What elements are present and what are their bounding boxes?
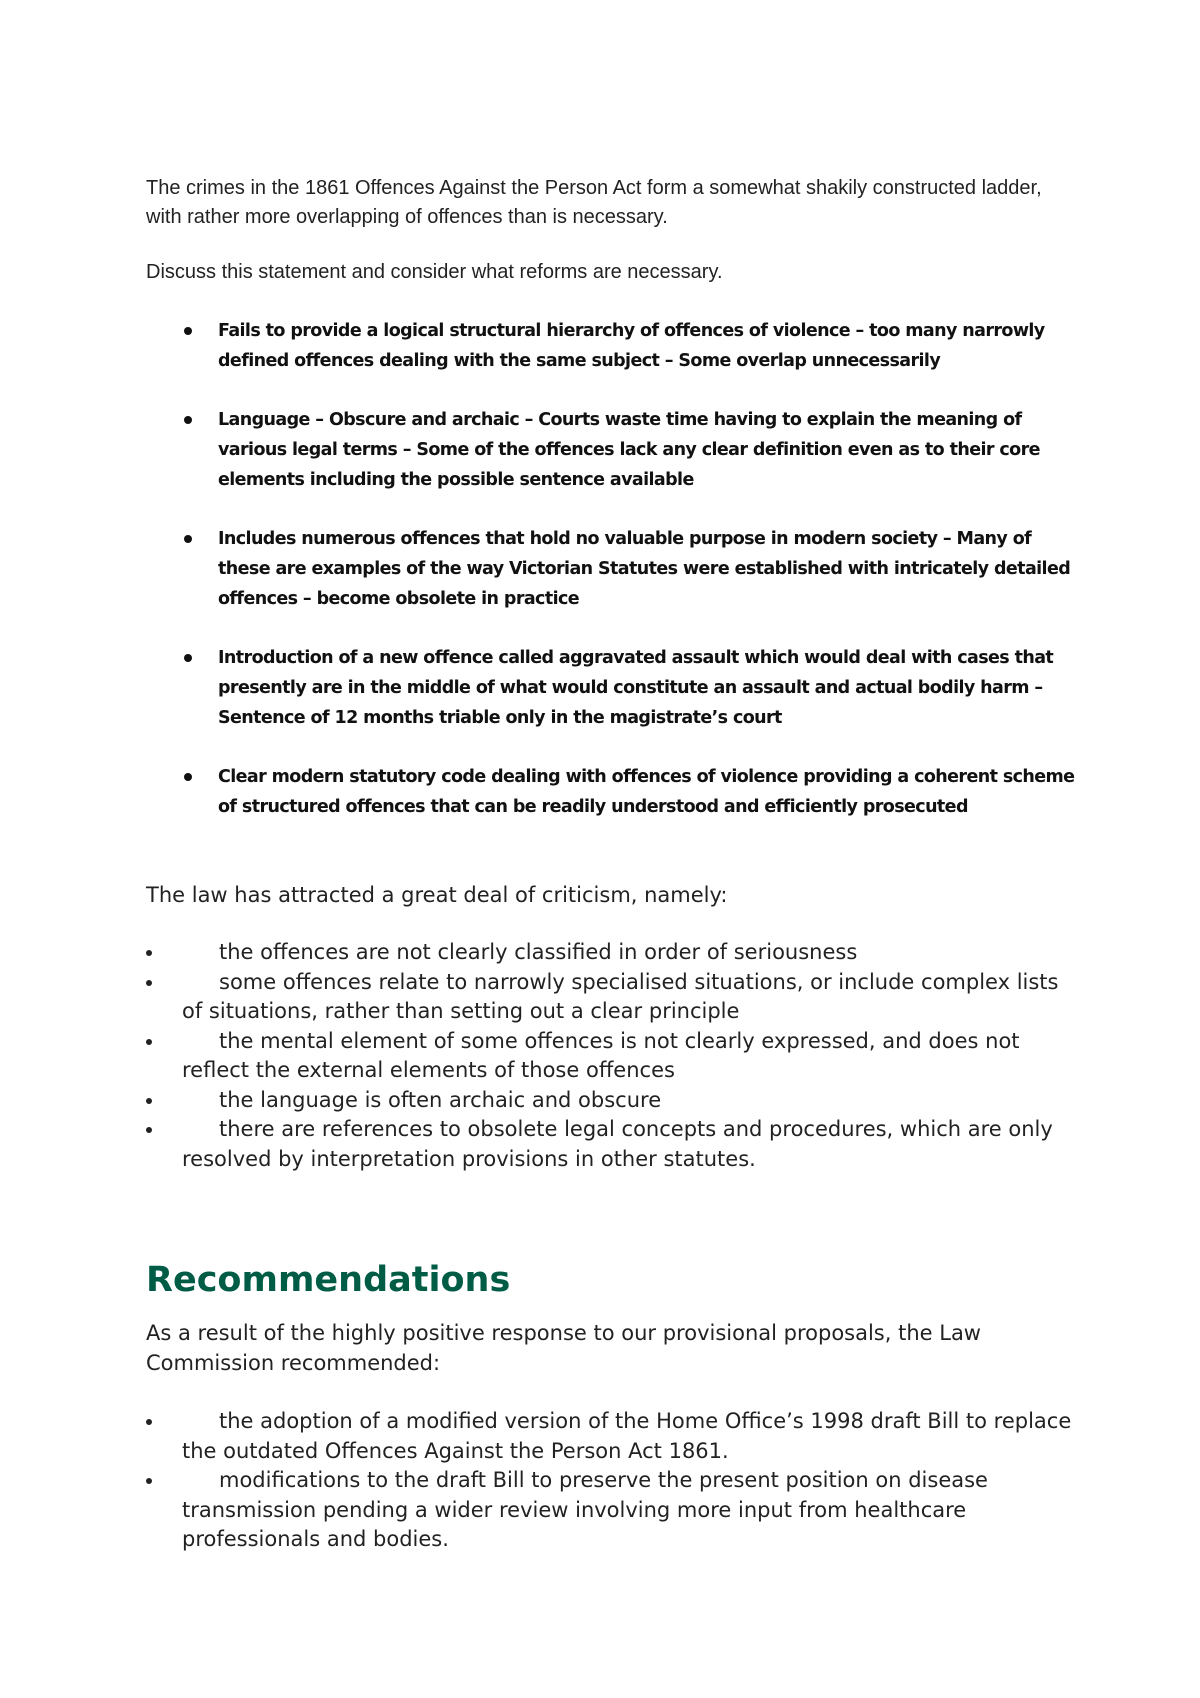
list-item bbox=[146, 405, 1076, 495]
list-item bbox=[146, 938, 1076, 968]
bullet-icon bbox=[146, 1478, 152, 1484]
list-item-text: some offences relate to narrowly specialised situations, or include complex lists of situations, rather than setting out a clear principle bbox=[182, 969, 1059, 1023]
list-item-text: the offences are not clearly classified in order of seriousness bbox=[219, 940, 858, 964]
list-item-text: the mental element of some offences is not clearly expressed, and does not reflect the external elements of those offences bbox=[182, 1028, 1020, 1082]
list-item bbox=[146, 643, 1076, 733]
recommendations-intro: As a result of the highly positive response to our provisional proposals, the Law Commission recommended: bbox=[146, 1321, 981, 1375]
list-item bbox=[146, 1115, 1076, 1174]
bullet-icon bbox=[146, 1039, 152, 1045]
list-item bbox=[146, 762, 1076, 822]
bullet-icon bbox=[184, 535, 192, 543]
list-item-text: there are references to obsolete legal concepts and procedures, which are only resolved by interpretation provisions in other statutes. bbox=[182, 1117, 1053, 1171]
criticism-list bbox=[146, 938, 1076, 1174]
list-item bbox=[146, 1027, 1076, 1086]
list-item-text: the language is often archaic and obscure bbox=[219, 1087, 662, 1112]
list-item-text: Introduction of a new offence called aggravated assault which would deal with cases that presently are in the middle of what would constitute an assault and actual bodily harm – Sentence of 12 months triable only in the magistrate’s court bbox=[218, 648, 1054, 728]
list-item bbox=[146, 524, 1076, 614]
recommendations-list bbox=[146, 1407, 1076, 1555]
bullet-icon bbox=[146, 950, 152, 956]
list-item bbox=[146, 1086, 1076, 1116]
bullet-icon bbox=[184, 773, 192, 781]
bullet-icon bbox=[184, 327, 192, 335]
essay-question: Discuss this statement and consider what reforms are necessary. bbox=[146, 261, 723, 283]
bullet-icon bbox=[184, 654, 192, 662]
bullet-icon bbox=[146, 1127, 152, 1133]
list-item-text: Includes numerous offences that hold no valuable purpose in modern society – Many of these are examples of the way Victorian Statutes were established with intricately detailed offences – become obsolete in practice bbox=[218, 529, 1071, 609]
bullet-icon bbox=[146, 1098, 152, 1104]
bullet-icon bbox=[146, 980, 152, 986]
list-item-text: modifications to the draft Bill to preserve the present position on disease transmission pending a wider review involving more input from healthcare professionals and bodies. bbox=[182, 1468, 988, 1551]
bullet-icon bbox=[184, 416, 192, 424]
criticism-intro: The law has attracted a great deal of criticism, namely: bbox=[146, 883, 728, 907]
list-item bbox=[146, 1466, 1076, 1555]
essay-statement: The crimes in the 1861 Offences Against the Person Act form a somewhat shakily constructed ladder, with rather more overlapping of offences than is necessary. bbox=[146, 177, 1042, 228]
recommendations-heading: Recommendations bbox=[146, 1260, 511, 1300]
key-points-list bbox=[146, 316, 1076, 822]
list-item bbox=[146, 1407, 1076, 1466]
list-item-text: Language – Obscure and archaic – Courts waste time having to explain the meaning of various legal terms – Some of the offences lack any clear definition even as to their core elements including the possible sentence available bbox=[218, 410, 1040, 490]
bullet-icon bbox=[146, 1419, 152, 1425]
list-item-text: Clear modern statutory code dealing with offences of violence providing a coherent scheme of structured offences that can be readily understood and efficiently prosecuted bbox=[218, 767, 1075, 817]
list-item-text: Fails to provide a logical structural hierarchy of offences of violence – too many narrowly defined offences dealing with the same subject – Some overlap unnecessarily bbox=[218, 321, 1045, 371]
list-item-text: the adoption of a modified version of the Home Office’s 1998 draft Bill to replace the outdated Offences Against the Person Act 1861. bbox=[182, 1409, 1072, 1463]
list-item bbox=[146, 316, 1076, 376]
list-item bbox=[146, 968, 1076, 1027]
